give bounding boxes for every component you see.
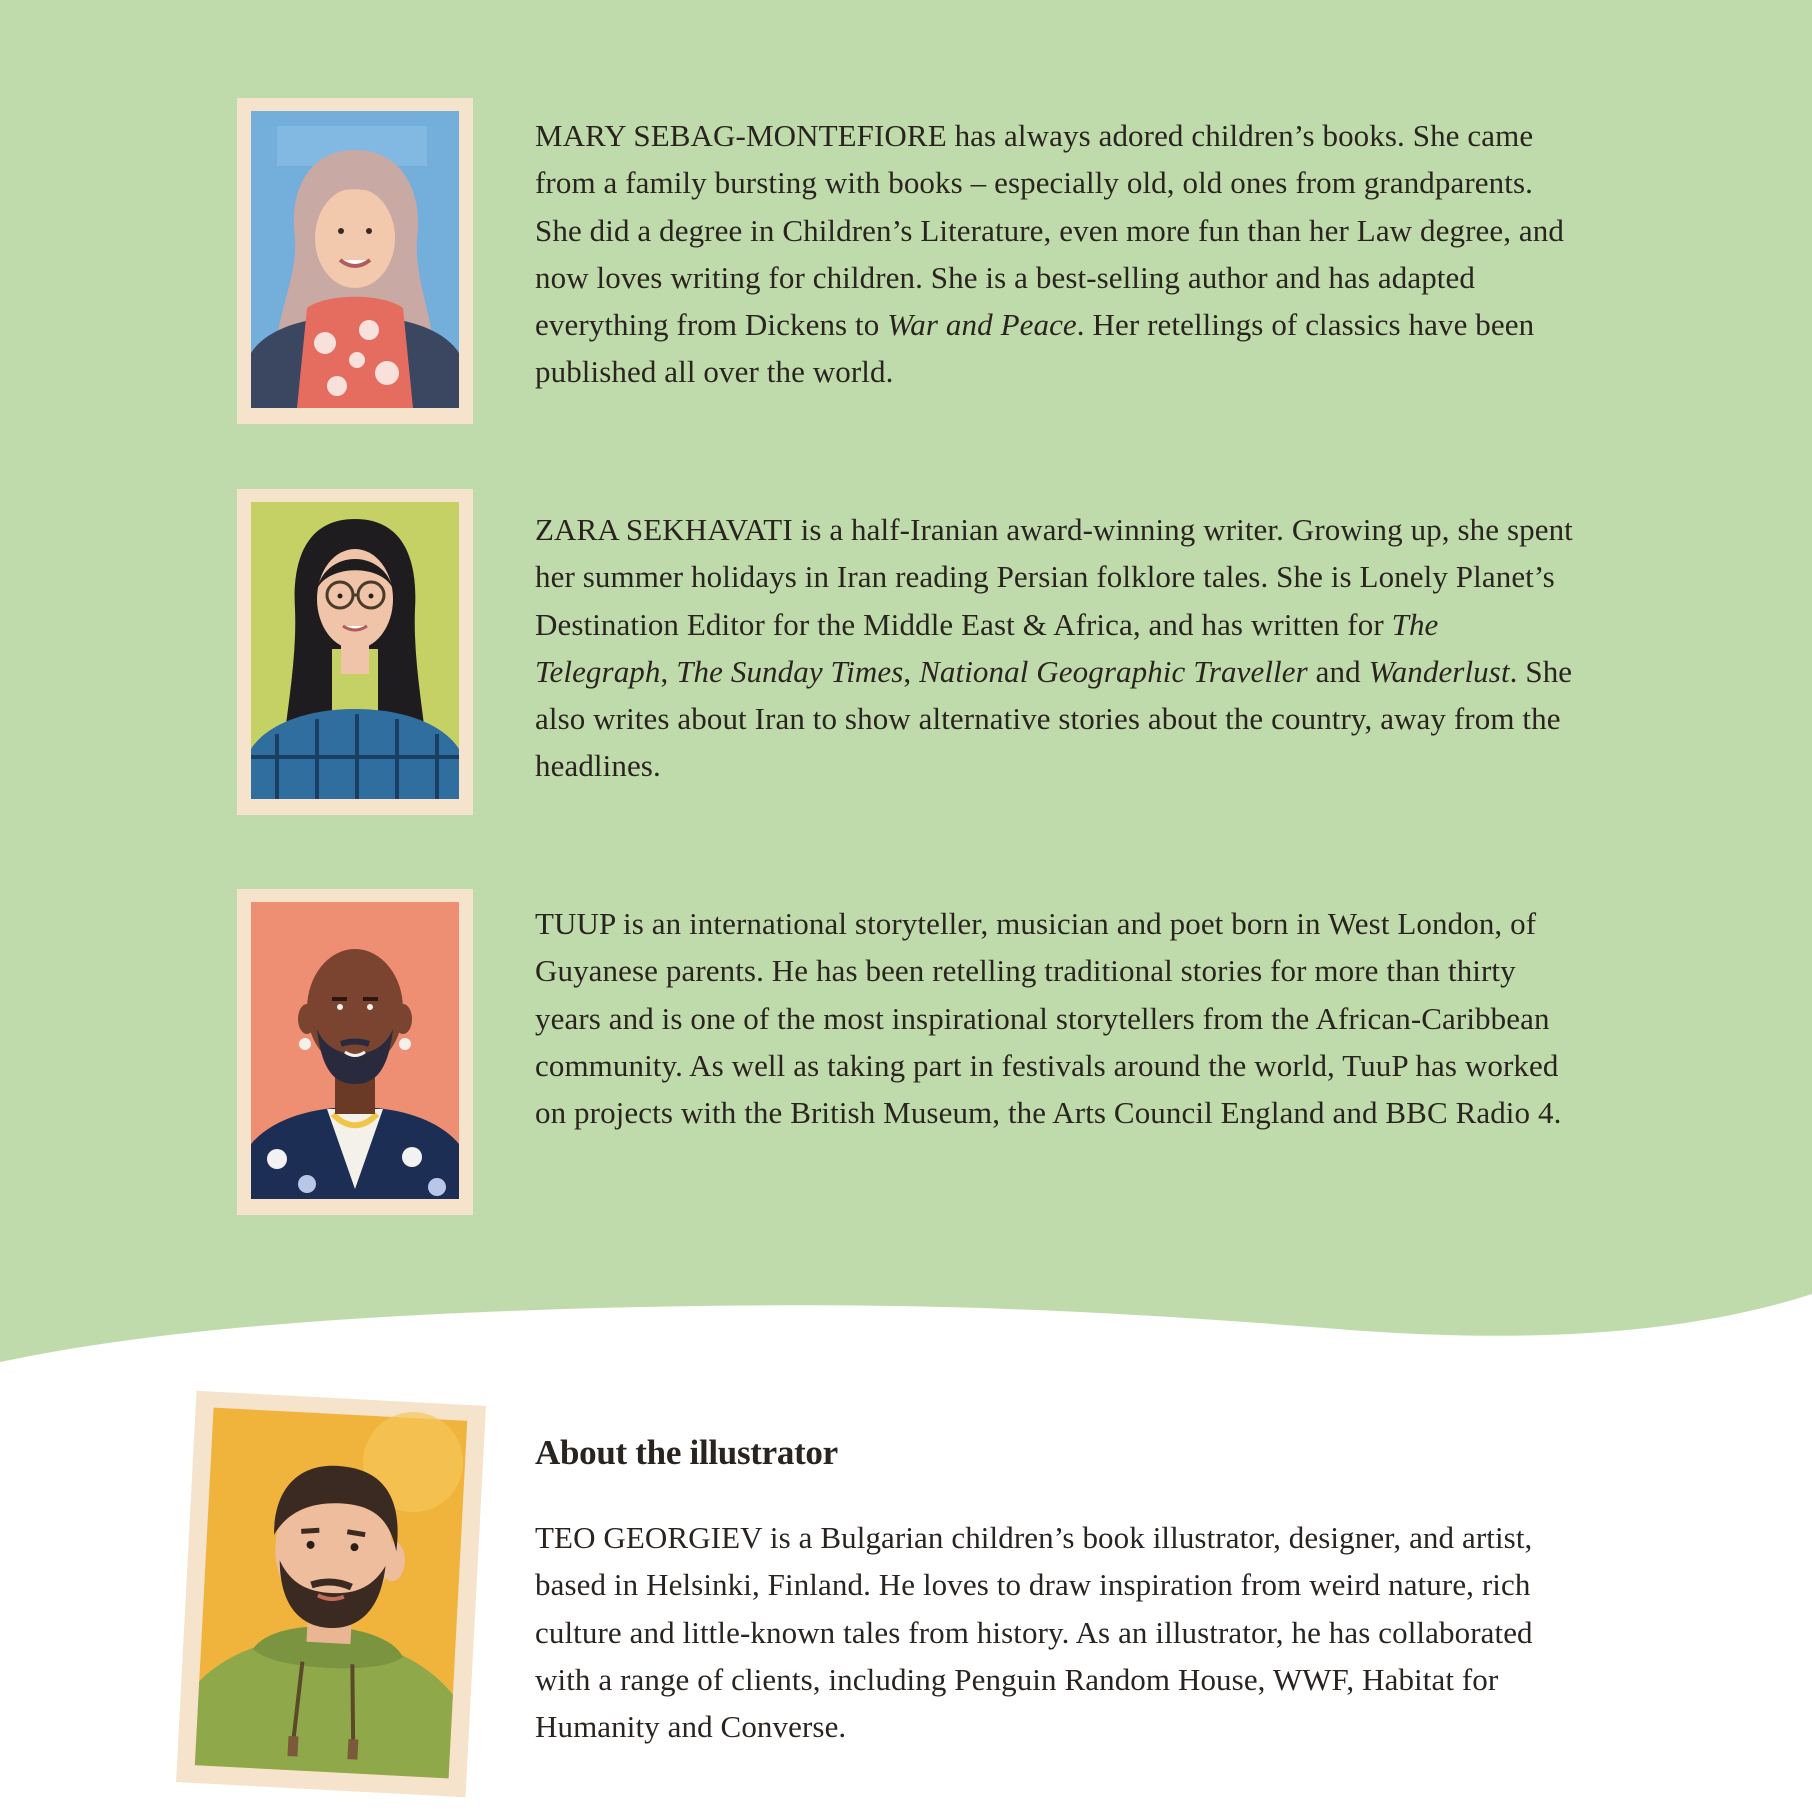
italic-title: War and Peace xyxy=(887,307,1077,343)
author-bio-zara: ZARA SEKHAVATI is a half-Iranian award-winning writer. Growing up, she spent her summer holidays in Iran reading Persian folklore tales. She is Lonely Planet’s Destination Editor for the Middle East & Africa, and has written for The Telegraph, The Sunday Times, National Geographic Traveller and Wanderlust. She also writes about Iran to show alternative stories about the country, away from the headlines. xyxy=(535,512,1573,784)
italic-title: The Telegraph xyxy=(535,606,1439,689)
man-beard-green-hoodie-portrait xyxy=(176,1391,486,1798)
bald-man-beard-earrings-portrait xyxy=(237,889,473,1215)
italic-title: Wanderlust xyxy=(1368,653,1510,689)
author-bio-tuup: TUUP is an international storyteller, musician and poet born in West London, of Guyanese parents. He has been retelling traditional stories for more than thirty years and is one of the most inspirational storytellers from the African-Caribbean community. As well as taking part in festivals around the world, TuuP has worked on projects with the British Museum, the Arts Council England and BBC Radio 4. xyxy=(535,906,1562,1131)
author-portrait-zara xyxy=(237,489,473,815)
italic-title: National Geographic Traveller xyxy=(919,653,1308,689)
illustrator-bio-teo: TEO GEORGIEV is a Bulgarian children’s book illustrator, designer, and artist, based in Helsinki, Finland. He loves to draw inspiration from weird nature, rich culture and little-known tales from history. As an illustrator, he has collaborated with a range of clients, including Penguin Random House, WWF, Habitat for Humanity and Converse. xyxy=(535,1520,1533,1745)
woman-grey-hair-red-scarf-portrait xyxy=(237,98,473,424)
author-portrait-tuup xyxy=(237,889,473,1215)
woman-dark-hair-glasses-portrait xyxy=(237,489,473,815)
illustrator-heading: About the illustrator xyxy=(535,1433,838,1472)
italic-title: The Sunday Times xyxy=(676,653,904,689)
author-portrait-mary xyxy=(237,98,473,424)
illustrator-portrait-teo xyxy=(176,1391,486,1798)
author-bio-mary: MARY SEBAG-MONTEFIORE has always adored children’s books. She came from a family bursting with books – especially old, old ones from grandparents. She did a degree in Children’s Literature, even more fun than her Law degree, and now loves writing for children. She is a best-selling author and has adapted everything from Dickens to War and Peace. Her retellings of classics have been published all over the world. xyxy=(535,118,1564,390)
